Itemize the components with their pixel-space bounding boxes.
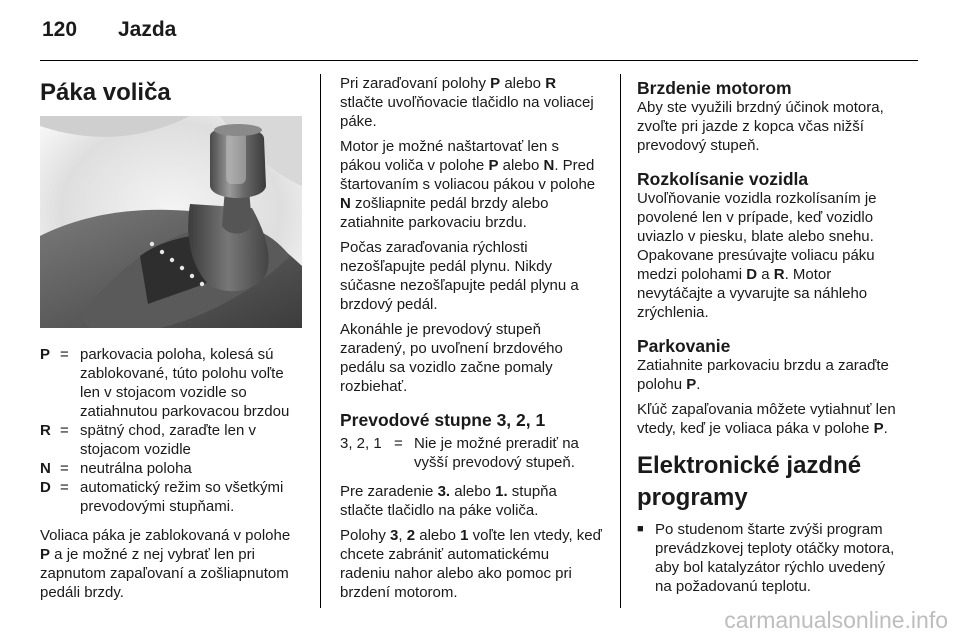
definition-key: D xyxy=(40,479,51,496)
paragraph-ignition-key: Kľúč zapaľovania môžete vytiahnuť len vtedy, keď je voliaca páka v polohe P. xyxy=(637,401,896,437)
heading-engine-braking: Brzdenie motorom xyxy=(637,78,792,98)
gear-position-definitions xyxy=(40,345,302,516)
definition-equals: = xyxy=(60,422,69,439)
paragraph-rocking: Uvoľňovanie vozidla rozkolísaním je povolené len v prípade, keď vozidlo uviazlo v piesku, blate alebo snehu. Opakovane presúvajte voliacu páku medzi polohami D a R. Motor nevytáčajte a vyvarujte sa náhleho zrýchlenia. xyxy=(637,190,877,321)
heading-parking: Parkovanie xyxy=(637,336,731,356)
gear-range-definition xyxy=(340,434,602,472)
definition-row xyxy=(40,345,302,421)
heading-gears: Prevodové stupne 3, 2, 1 xyxy=(340,410,546,430)
list-item-text: Po studenom štarte zvýši program prevádzkovej teploty otáčky motora, aby bol katalyzátor rýchlo uvedený na požadovanú teplotu. xyxy=(655,521,895,595)
column-middle xyxy=(340,74,602,608)
definition-key: P xyxy=(40,346,51,363)
paragraph-creep: Akonáhle je prevodový stupeň zaradený, po uvoľnení brzdového pedálu sa vozidlo začne pomaly rozbiehať. xyxy=(340,321,563,395)
definition-key: 3, 2, 1 xyxy=(340,435,382,452)
paragraph-parking: Zatiahnite parkovaciu brzdu a zaraďte polohu P. xyxy=(637,357,889,393)
definition-equals: = xyxy=(60,460,69,477)
heading-rocking: Rozkolísanie vozidla xyxy=(637,169,809,189)
definition-row xyxy=(340,434,602,472)
definition-row xyxy=(40,478,302,516)
page-heading: Páka voliča xyxy=(40,79,171,106)
column-left xyxy=(40,74,302,608)
column-right xyxy=(637,74,905,596)
definition-row xyxy=(40,459,302,478)
definition-text: automatický režim so všetkými prevodovými stupňami. xyxy=(80,479,284,515)
definition-equals: = xyxy=(60,479,69,496)
paragraph-engine-start: Motor je možné naštartovať len s pákou voliča v polohe P alebo N. Pred štartovaním s voliacou pákou v polohe N zošliapnite pedál brzdy alebo zatiahnite parkovaciu brzdu. xyxy=(340,138,596,231)
list-item xyxy=(637,520,905,596)
definition-text: Nie je možné preradiť na vyšší prevodový stupeň. xyxy=(414,435,579,471)
definition-text: spätný chod, zaraďte len v stojacom vozidle xyxy=(80,422,256,458)
lock-paragraph: Voliaca páka je zablokovaná v polohe P a je možné z nej vybrať len pri zapnutom zapaľovaní a zošliapnutom pedáli brzdy. xyxy=(40,527,291,601)
column-divider xyxy=(620,74,621,608)
paragraph-release-button: Pri zaraďovaní polohy P alebo R stlačte uvoľňovacie tlačidlo na voliacej páke. xyxy=(340,75,594,130)
definition-row xyxy=(40,421,302,459)
paragraph-shifting: Počas zaraďovania rýchlosti nezošľapujte pedál plynu. Nikdy súčasne nezošľapujte pedál plynu a brzdový pedál. xyxy=(340,239,579,313)
paragraph-select-gear: Pre zaradenie 3. alebo 1. stupňa stlačte tlačidlo na páke voliča. xyxy=(340,483,557,519)
definition-equals: = xyxy=(60,346,69,363)
paragraph-gear-usage: Polohy 3, 2 alebo 1 voľte len vtedy, keď chcete zabrániť automatickému radeniu nahor alebo ako pomoc pri brzdení motorom. xyxy=(340,527,602,601)
heading-driving-programs: Elektronické jazdné programy xyxy=(637,452,862,511)
header-divider xyxy=(40,60,918,61)
definition-key: R xyxy=(40,422,51,439)
section-title: Jazda xyxy=(118,18,177,41)
definition-text: neutrálna poloha xyxy=(80,460,192,477)
page-number: 120 xyxy=(42,18,78,41)
bullet-icon: ■ xyxy=(637,523,644,535)
gear-selector-illustration xyxy=(40,116,302,328)
column-divider xyxy=(320,74,321,608)
watermark-link[interactable]: carmanualsonline.info xyxy=(724,607,948,633)
definition-text: parkovacia poloha, kolesá sú zablokované, túto polohu voľte len v stojacom vozidle so zatiahnutou parkovacou brzdou xyxy=(80,346,290,420)
paragraph-engine-braking: Aby ste využili brzdný účinok motora, zvoľte pri jazde z kopca včas nižší prevodový stupeň. xyxy=(637,99,884,154)
definition-equals: = xyxy=(394,435,403,452)
definition-key: N xyxy=(40,460,51,477)
